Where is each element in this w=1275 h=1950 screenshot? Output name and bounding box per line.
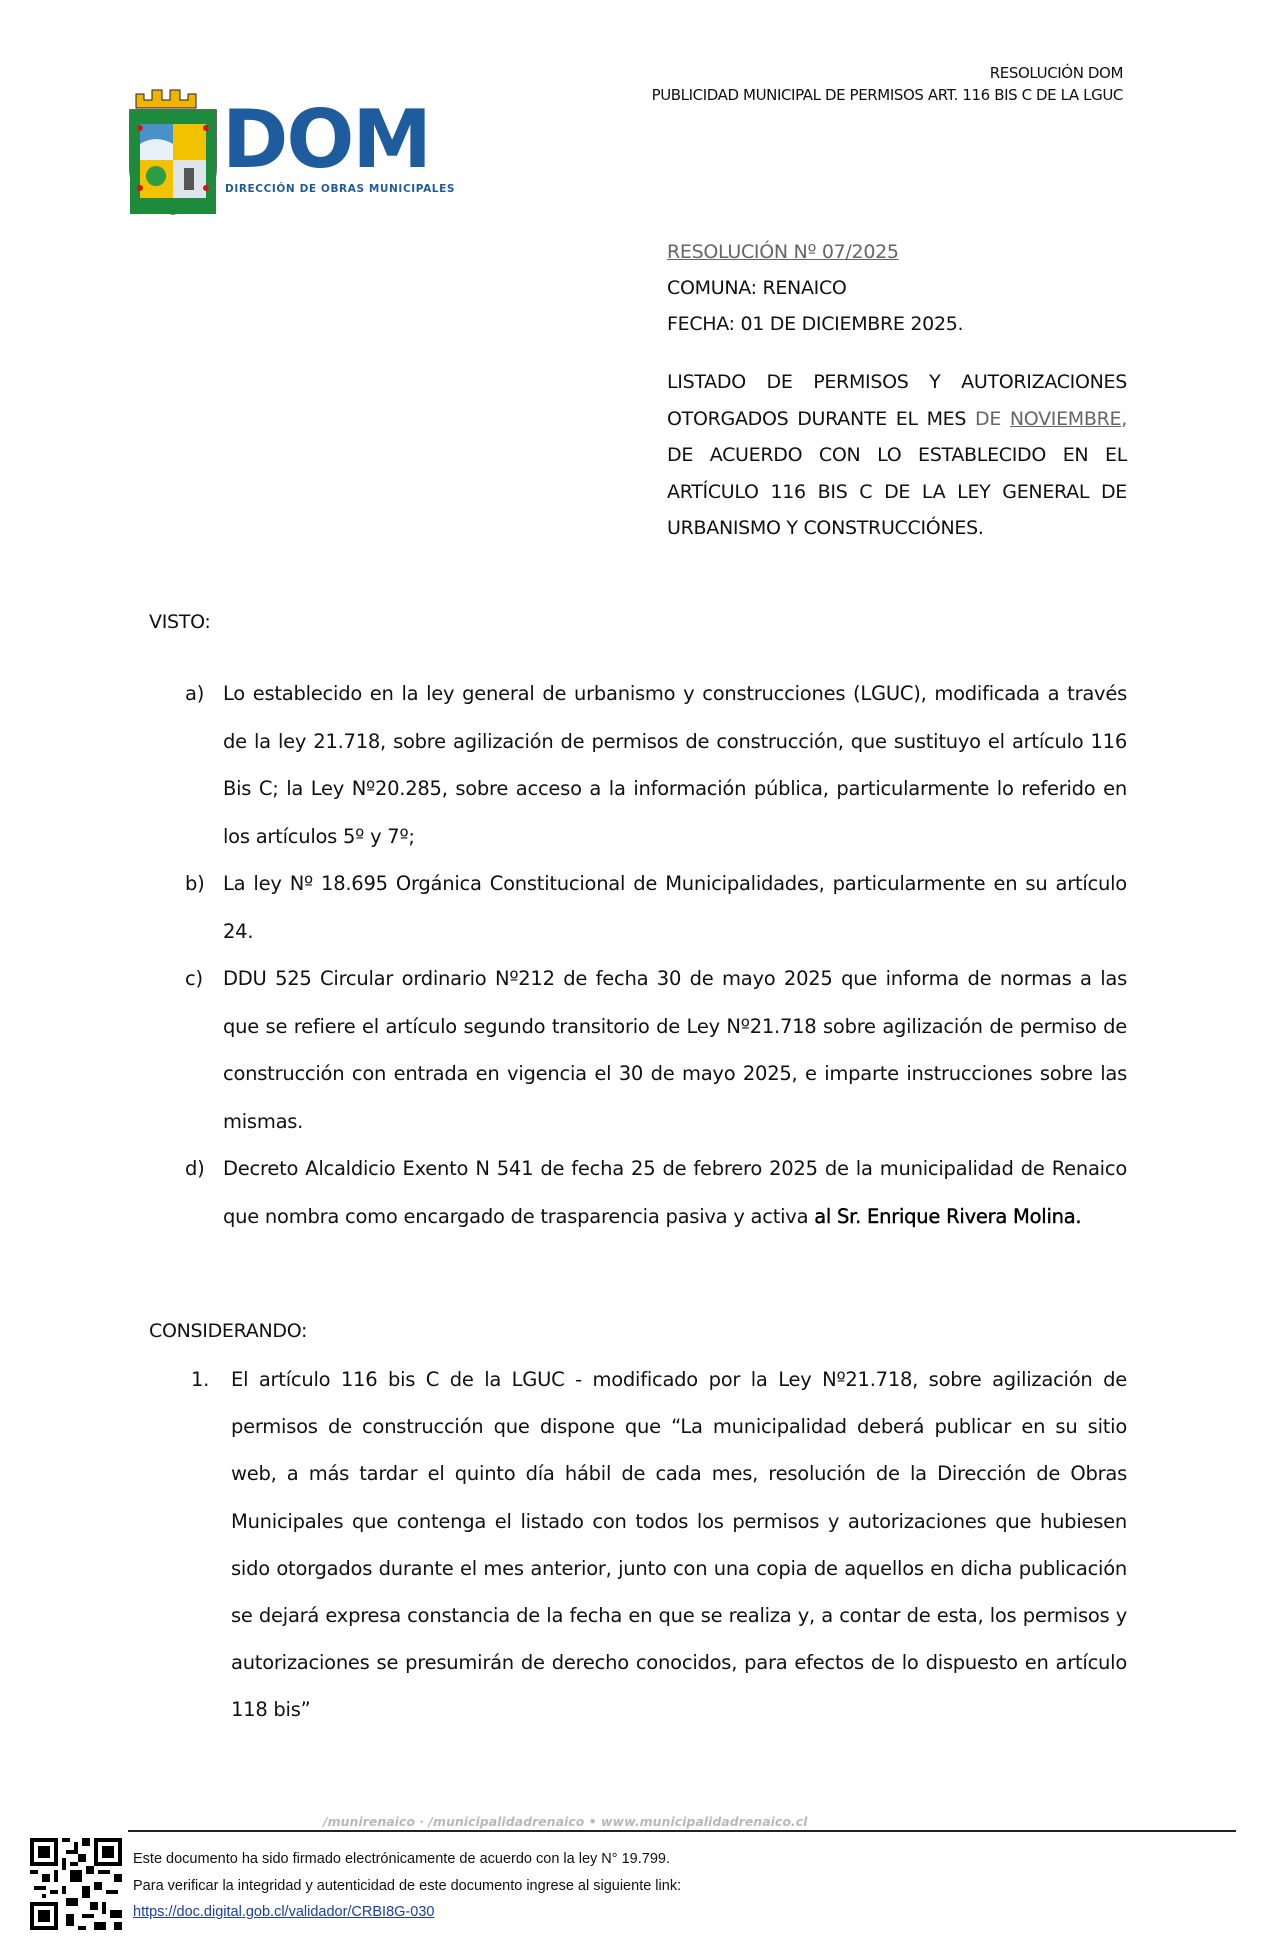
title-line-2 xyxy=(667,401,1127,438)
qr-code-icon xyxy=(30,1838,122,1930)
title-line-1: LISTADO DE PERMISOS Y AUTORIZACIONES xyxy=(667,371,1127,393)
item-label: d) xyxy=(185,1157,205,1180)
footer-line-1: Este documento ha sido firmado electrónicamente de acuerdo con la ley N° 19.799. xyxy=(133,1851,670,1867)
title-month: NOVIEMBRE xyxy=(1009,407,1122,430)
item-text: Lo establecido en la ley general de urbanismo y construcciones (LGUC), modificada a través de la ley 21.718, sobre agilización de permisos de construcción, que sustituyo el artículo 116 Bis C; la Ley Nº20.285, sobre acceso a la información pública, particularmente lo referido en los artículos 5º y 7º; xyxy=(223,682,1127,848)
item-label: 1. xyxy=(191,1368,210,1391)
title-line-5: URBANISMO Y CONSTRUCCIÓNES. xyxy=(667,517,984,539)
list-item xyxy=(149,1145,1127,1240)
footer-line-2: Para verificar la integridad y autenticidad de este documento ingrese al siguiente link: xyxy=(133,1877,682,1894)
item-text: El artículo 116 bis C de la LGUC - modificado por la Ley Nº21.718, sobre agilización de permisos de construcción que dispone que “La municipalidad deberá publicar en su sitio web, a más tardar el quinto día hábil de cada mes, resolución de la Dirección de Obras Municipales que contenga el listado con todos los permisos y autorizaciones que hubiesen sido otorgados durante el mes anterior, junto con una copia de aquellos en dicha publicación se dejará expresa constancia de la fecha en que se realiza y, a contar de esta, los permisos y autorizaciones se presumirán de derecho conocidos, para efectos de lo dispuesto en artículo 118 bis” xyxy=(231,1368,1127,1722)
title-line-2-b: DE xyxy=(974,407,1010,430)
footer-divider xyxy=(128,1830,1236,1832)
dom-logo xyxy=(128,88,456,216)
logo-subtitle: DIRECCIÓN DE OBRAS MUNICIPALES xyxy=(225,183,456,195)
item-text-bold: al Sr. Enrique Rivera Molina. xyxy=(814,1204,1082,1228)
title-line-2-a: OTORGADOS DURANTE EL MES xyxy=(667,407,975,430)
fecha: FECHA: 01 DE DICIEMBRE 2025. xyxy=(667,313,964,335)
title-line-4: ARTÍCULO 116 BIS C DE LA LEY GENERAL DE xyxy=(667,480,1127,503)
item-label: c) xyxy=(185,967,203,990)
list-item xyxy=(149,955,1127,1145)
resolution-number: RESOLUCIÓN Nº 07/2025 xyxy=(667,241,899,263)
considerando-item xyxy=(149,1356,1127,1734)
resolution-meta xyxy=(667,234,1127,547)
header-line-1: RESOLUCIÓN DOM xyxy=(989,64,1123,82)
logo-wordmark: DOM xyxy=(222,93,431,186)
title-line-3: DE ACUERDO CON LO ESTABLECIDO EN EL xyxy=(667,444,1127,466)
list-item xyxy=(149,860,1127,955)
considerando-heading: CONSIDERANDO: xyxy=(149,1320,308,1342)
comuna: COMUNA: RENAICO xyxy=(667,277,847,299)
item-text xyxy=(223,1145,1127,1240)
item-text-plain: Decreto Alcaldicio Exento N 541 de fecha 25 de febrero 2025 de la municipalidad de Renaico que nombra como encargado de trasparencia pasiva y activa xyxy=(223,1157,1127,1228)
municipal-shield-icon xyxy=(128,88,218,216)
list-item xyxy=(149,670,1127,860)
validation-link[interactable]: https://doc.digital.gob.cl/validador/CRBI8G-030 xyxy=(133,1904,435,1920)
item-text: La ley Nº 18.695 Orgánica Constitucional de Municipalidades, particularmente en su artículo 24. xyxy=(223,872,1127,943)
visto-heading: VISTO: xyxy=(149,611,211,633)
resolution-title xyxy=(667,364,1127,547)
header-line-2: PUBLICIDAD MUNICIPAL DE PERMISOS ART. 116 BIS C DE LA LGUC xyxy=(651,86,1123,104)
item-text: DDU 525 Circular ordinario Nº212 de fecha 30 de mayo 2025 que informa de normas a las que se refiere el artículo segundo transitorio de Ley Nº21.718 sobre agilización de permiso de construcción con entrada en vigencia el 30 de mayo 2025, e imparte instrucciones sobre las mismas. xyxy=(223,967,1127,1133)
item-label: b) xyxy=(185,872,205,895)
title-line-2-d: , xyxy=(1121,407,1127,430)
document-header xyxy=(652,62,1123,106)
signature-footer xyxy=(133,1846,681,1926)
visto-list xyxy=(149,670,1127,1240)
item-label: a) xyxy=(185,682,205,705)
social-links: /munirenaico · /municipalidadrenaico • www.municipalidadrenaico.cl xyxy=(323,1814,808,1829)
